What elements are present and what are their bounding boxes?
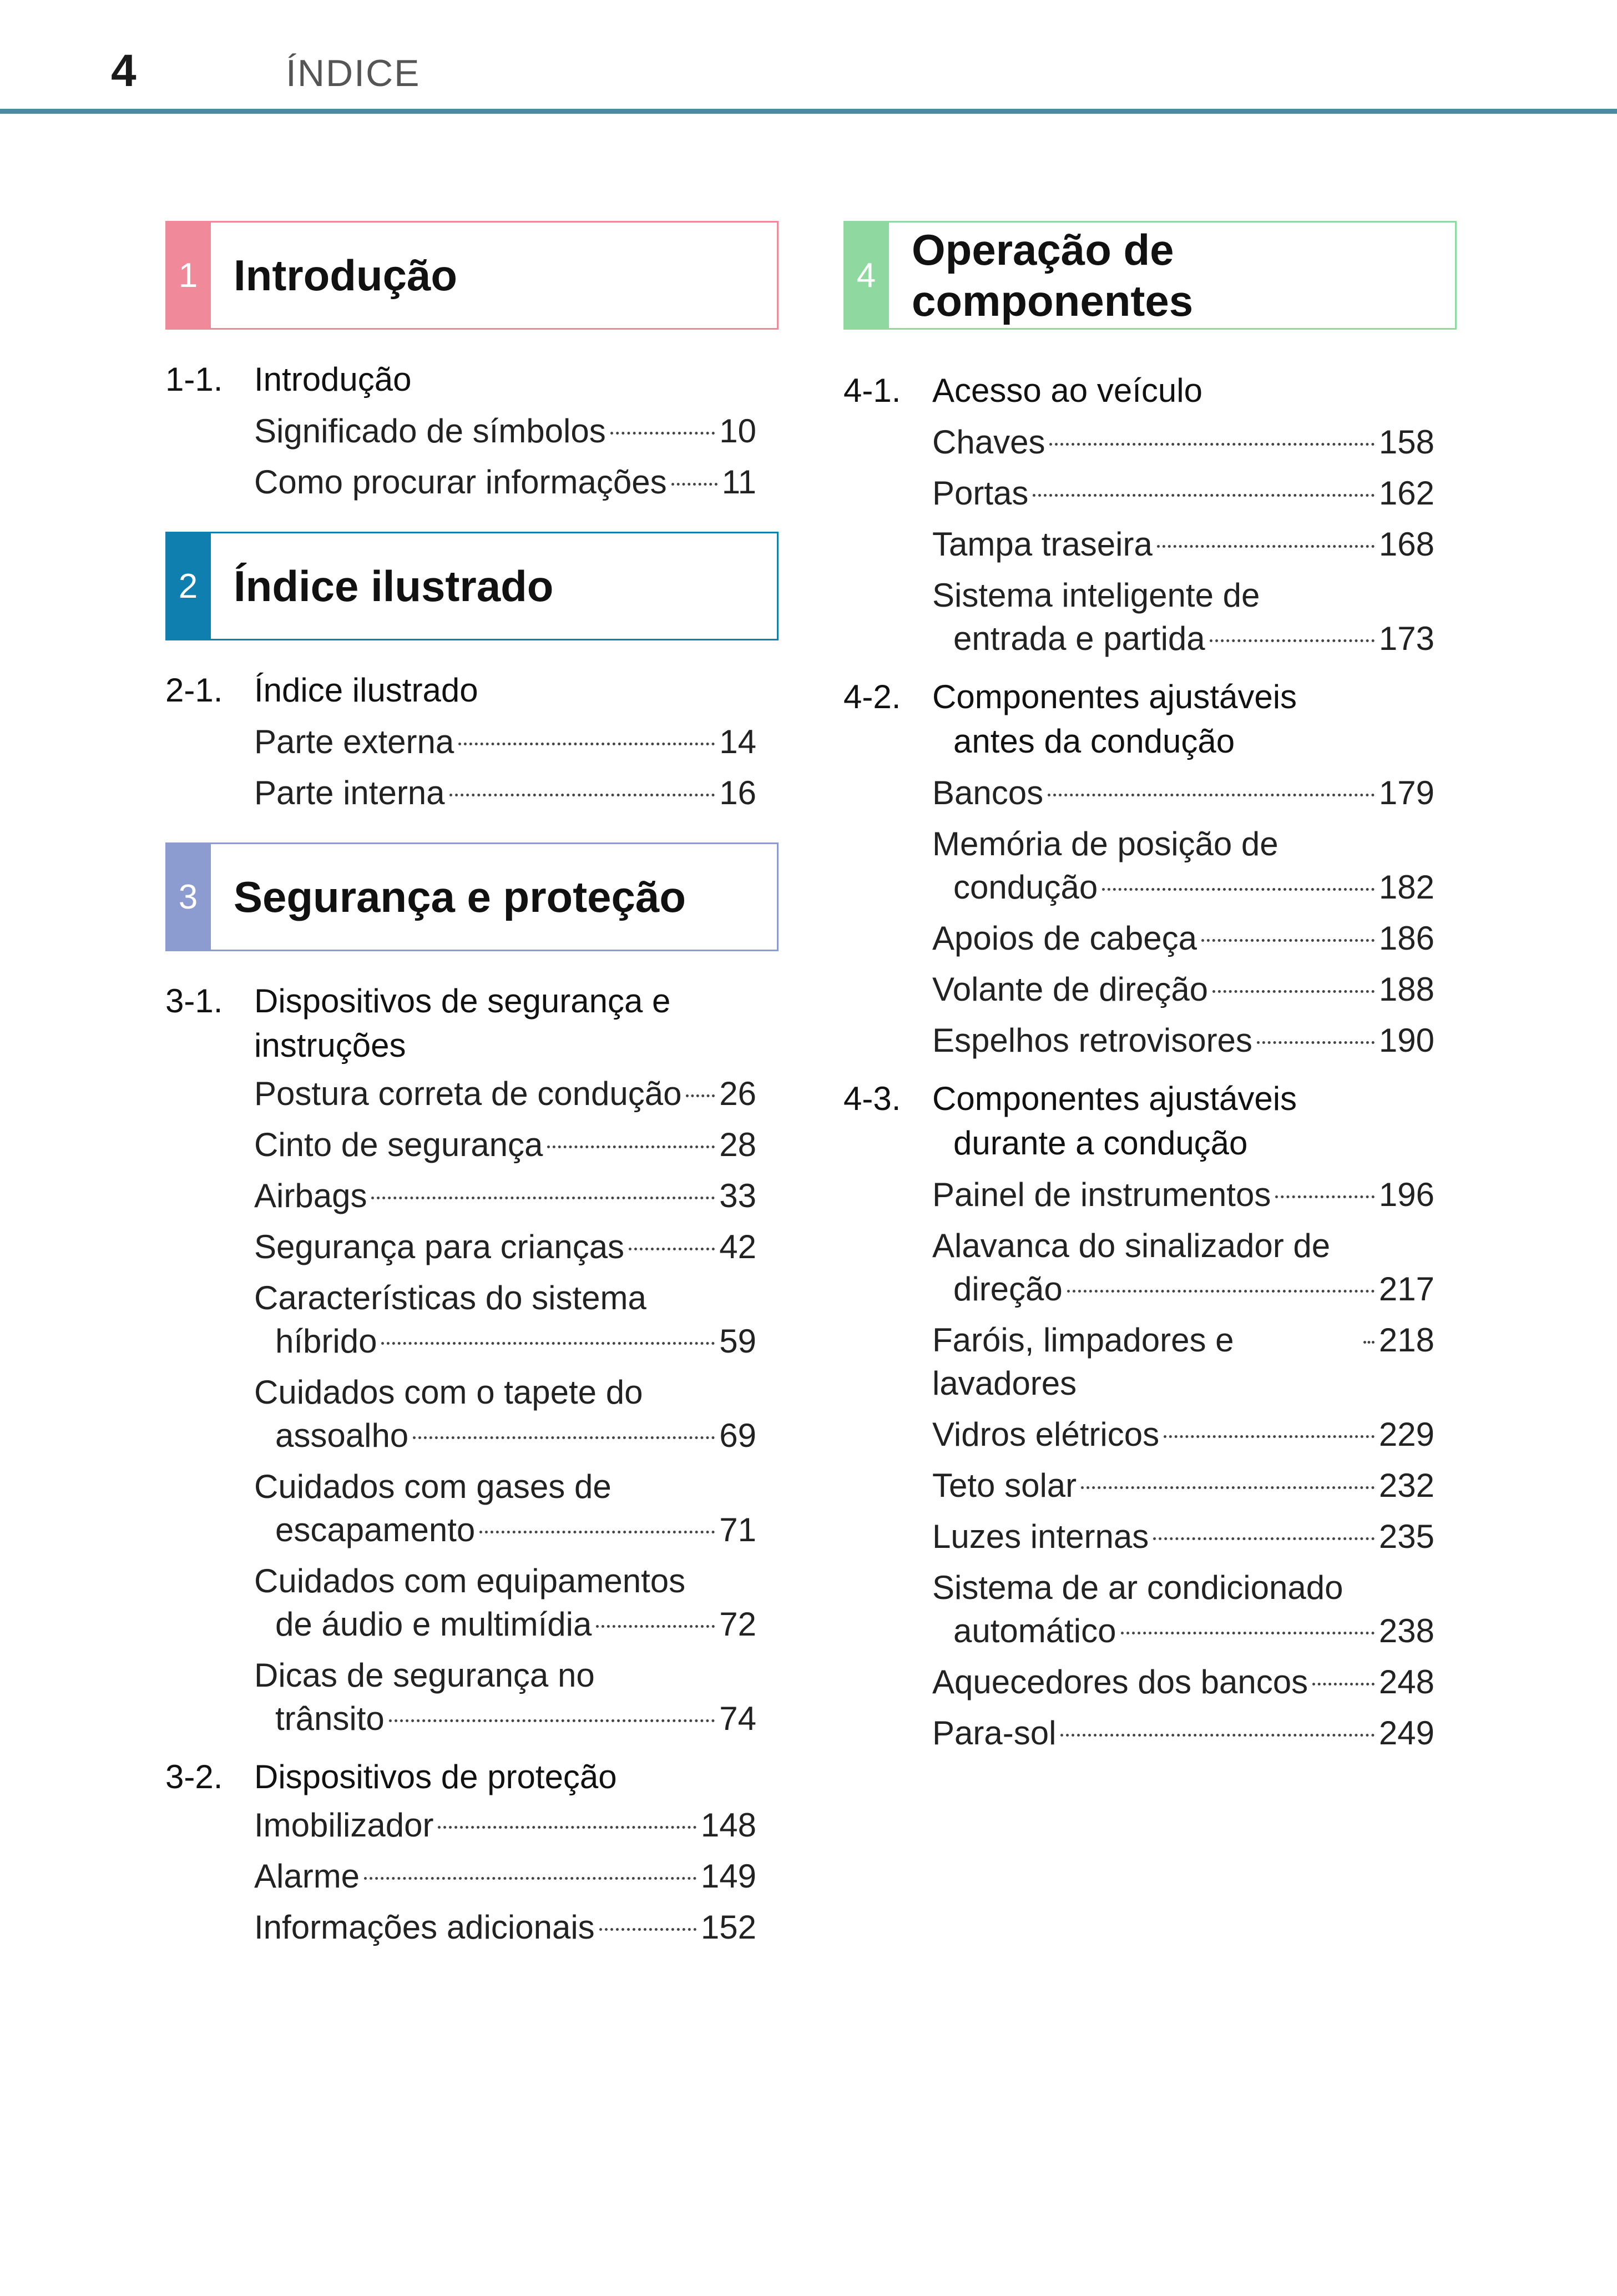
entry-label-cont: automático — [953, 1612, 1116, 1649]
section-number: 3-2. — [165, 1758, 223, 1795]
leader-dots — [389, 1719, 715, 1722]
entry-page: 28 — [719, 1126, 756, 1163]
leader-dots — [1210, 639, 1375, 642]
toc-entry[interactable] — [932, 1712, 1434, 1755]
entry-label: Sistema de ar condicionado — [932, 1569, 1343, 1606]
entry-label: Aquecedores dos bancos — [932, 1663, 1308, 1700]
leader-dots — [610, 432, 715, 435]
entry-label: Parte interna — [254, 774, 445, 811]
entry-page: 229 — [1378, 1416, 1434, 1453]
chapter-3-title: Segurança e proteção — [234, 872, 686, 921]
section-number: 4-2. — [843, 678, 901, 715]
toc-entry[interactable] — [254, 1225, 756, 1269]
entry-label: Imobilizador — [254, 1806, 434, 1844]
leader-dots — [1121, 1632, 1375, 1634]
leader-dots — [629, 1248, 715, 1250]
toc-entry[interactable] — [254, 1855, 756, 1898]
page-header — [0, 0, 1617, 117]
entry-page: 11 — [721, 463, 756, 501]
entry-label-cont: entrada e partida — [953, 620, 1205, 657]
toc-entry[interactable] — [254, 1465, 756, 1552]
entry-label: Características do sistema — [254, 1279, 646, 1316]
entry-label: Cuidados com gases de — [254, 1468, 612, 1505]
toc-entry[interactable] — [254, 1804, 756, 1847]
leader-dots — [1157, 545, 1375, 548]
toc-entry[interactable] — [932, 472, 1434, 515]
section-number: 4-1. — [843, 372, 901, 409]
toc-entry[interactable] — [254, 1560, 756, 1646]
chapter-4-title — [912, 224, 1193, 326]
entry-label: Parte externa — [254, 723, 454, 760]
chapter-1-tab: 1 — [165, 221, 211, 330]
section-title: Introdução — [254, 361, 412, 398]
leader-dots — [1049, 443, 1374, 446]
chapter-4-title-line1: Operação de — [912, 225, 1174, 274]
entry-page: 188 — [1378, 971, 1434, 1008]
toc-entry[interactable] — [932, 1019, 1434, 1062]
entry-label-cont: condução — [953, 869, 1098, 906]
header-rule — [0, 109, 1617, 114]
section-number: 4-3. — [843, 1080, 901, 1117]
section-4-2[interactable] — [843, 675, 1457, 764]
entry-label: Alarme — [254, 1858, 360, 1895]
leader-dots — [413, 1436, 715, 1439]
section-number: 2-1. — [165, 672, 223, 709]
section-title — [932, 1077, 1297, 1165]
toc-entry[interactable] — [932, 421, 1434, 464]
leader-dots — [371, 1197, 715, 1199]
toc-entry[interactable] — [254, 1174, 756, 1218]
leader-dots — [1312, 1683, 1375, 1686]
toc-entry[interactable] — [254, 720, 756, 764]
toc-entry[interactable] — [254, 461, 756, 504]
leader-dots — [1102, 888, 1375, 891]
entry-page: 148 — [700, 1806, 756, 1844]
leader-dots — [1081, 1486, 1375, 1489]
toc-entry[interactable] — [254, 1654, 756, 1740]
entry-page: 217 — [1378, 1270, 1434, 1308]
entry-page: 182 — [1378, 869, 1434, 906]
entry-page: 158 — [1378, 423, 1434, 461]
section-number: 3-1. — [165, 982, 223, 1020]
section-2-1[interactable] — [165, 668, 779, 713]
entry-label: Dicas de segurança no — [254, 1657, 595, 1694]
entry-page: 26 — [719, 1075, 756, 1112]
entry-page: 249 — [1378, 1714, 1434, 1752]
entry-label: Memória de posição de — [932, 825, 1279, 862]
entry-label: Informações adicionais — [254, 1909, 595, 1946]
entry-label: Painel de instrumentos — [932, 1176, 1271, 1213]
section-title-line2: antes da condução — [953, 723, 1235, 760]
entry-label: Como procurar informações — [254, 463, 667, 501]
entry-page: 71 — [719, 1511, 756, 1548]
entry-label: Luzes internas — [932, 1518, 1149, 1555]
chapter-4-box[interactable] — [843, 221, 1457, 330]
leader-dots — [438, 1826, 696, 1829]
leader-dots — [671, 483, 717, 486]
leader-dots — [1257, 1041, 1375, 1044]
section-3-2[interactable] — [165, 1755, 779, 1799]
toc-entry[interactable] — [932, 1566, 1434, 1653]
entry-page: 179 — [1378, 774, 1434, 811]
chapter-2-box[interactable] — [165, 532, 779, 640]
leader-dots — [1363, 1341, 1375, 1344]
entry-label: Segurança para crianças — [254, 1228, 625, 1265]
toc-entry[interactable] — [932, 1173, 1434, 1217]
entry-label: Espelhos retrovisores — [932, 1022, 1252, 1059]
leader-dots — [381, 1342, 715, 1345]
right-column — [843, 221, 1457, 1755]
entry-page: 14 — [719, 723, 756, 760]
page-number: 4 — [111, 46, 137, 96]
entry-page: 42 — [719, 1228, 756, 1265]
chapter-3-tab: 3 — [165, 842, 211, 951]
entry-page: 59 — [719, 1323, 756, 1360]
entry-page: 235 — [1378, 1518, 1434, 1555]
leader-dots — [1033, 494, 1374, 497]
chapter-4-title-line2: componentes — [912, 276, 1194, 325]
section-title-line1: Componentes ajustáveis — [932, 678, 1297, 715]
toc-entry[interactable] — [254, 1276, 756, 1363]
leader-dots — [479, 1531, 715, 1533]
section-title: Acesso ao veículo — [932, 372, 1202, 409]
left-column — [165, 221, 779, 1949]
entry-label: Airbags — [254, 1177, 367, 1214]
entry-label: Teto solar — [932, 1467, 1077, 1504]
leader-dots — [686, 1094, 715, 1097]
entry-page: 74 — [719, 1700, 756, 1737]
entry-label: Para-sol — [932, 1714, 1057, 1752]
leader-dots — [458, 743, 715, 745]
toc-entry[interactable] — [932, 968, 1434, 1011]
toc-entry[interactable] — [932, 1224, 1434, 1311]
chapter-2-tab: 2 — [165, 532, 211, 640]
entry-label: Alavanca do sinalizador de — [932, 1227, 1331, 1264]
entry-page: 173 — [1378, 620, 1434, 657]
toc-entry[interactable] — [932, 917, 1434, 960]
chapter-3-box[interactable] — [165, 842, 779, 951]
leader-dots — [1048, 794, 1375, 796]
entry-page: 168 — [1378, 526, 1434, 563]
entry-label-cont: trânsito — [275, 1700, 385, 1737]
entry-page: 248 — [1378, 1663, 1434, 1700]
leader-dots — [1212, 990, 1375, 993]
toc-entry[interactable] — [932, 574, 1434, 660]
entry-label: Significado de símbolos — [254, 412, 606, 450]
entry-label-cont: assoalho — [275, 1417, 409, 1454]
toc-entry[interactable] — [254, 1072, 756, 1116]
entry-page: 196 — [1378, 1176, 1434, 1213]
section-title — [932, 675, 1297, 764]
toc-entry[interactable] — [932, 1515, 1434, 1558]
leader-dots — [1275, 1195, 1375, 1198]
leader-dots — [599, 1928, 696, 1931]
leader-dots — [364, 1877, 696, 1880]
entry-page: 10 — [719, 412, 756, 450]
entry-page: 232 — [1378, 1467, 1434, 1504]
entry-label: Vidros elétricos — [932, 1416, 1160, 1453]
section-title: Dispositivos de segurança e instruções — [254, 982, 671, 1064]
entry-page: 149 — [700, 1858, 756, 1895]
section-title: Índice ilustrado — [254, 672, 478, 709]
entry-page: 69 — [719, 1417, 756, 1454]
section-title: Dispositivos de proteção — [254, 1758, 617, 1795]
leader-dots — [1067, 1290, 1375, 1293]
entry-label: Chaves — [932, 423, 1045, 461]
toc-entry[interactable] — [254, 1371, 756, 1457]
toc-entry[interactable] — [254, 410, 756, 453]
toc-entry[interactable] — [932, 1319, 1434, 1405]
entry-label: Sistema inteligente de — [932, 577, 1260, 614]
toc-entry[interactable] — [254, 1123, 756, 1167]
chapter-2-title: Índice ilustrado — [234, 562, 554, 610]
entry-label-cont: direção — [953, 1270, 1063, 1308]
section-1-1[interactable] — [165, 357, 779, 402]
section-4-3[interactable] — [843, 1077, 1457, 1165]
entry-page: 16 — [719, 774, 756, 811]
toc-entry[interactable] — [254, 1906, 756, 1949]
section-title-line1: Componentes ajustáveis — [932, 1080, 1297, 1117]
entry-label-cont: de áudio e multimídia — [275, 1606, 592, 1643]
entry-label: Tampa traseira — [932, 526, 1153, 563]
leader-dots — [1201, 939, 1375, 942]
leader-dots — [1153, 1537, 1375, 1540]
toc-entry[interactable] — [254, 771, 756, 815]
leader-dots — [547, 1146, 715, 1148]
entry-page: 218 — [1378, 1321, 1434, 1359]
entry-label: Cuidados com equipamentos — [254, 1562, 686, 1599]
toc-entry[interactable] — [932, 1464, 1434, 1507]
entry-page: 152 — [700, 1909, 756, 1946]
entry-label: Portas — [932, 475, 1029, 512]
entry-label-cont: híbrido — [275, 1323, 377, 1360]
section-title-line2: durante a condução — [953, 1124, 1248, 1162]
entry-label: Volante de direção — [932, 971, 1209, 1008]
section-number: 1-1. — [165, 361, 223, 398]
entry-page: 238 — [1378, 1612, 1434, 1649]
leader-dots — [1164, 1435, 1375, 1438]
entry-page: 186 — [1378, 920, 1434, 957]
toc-entry[interactable] — [932, 822, 1434, 909]
entry-label: Cuidados com o tapete do — [254, 1374, 643, 1411]
toc-entry[interactable] — [932, 1661, 1434, 1704]
leader-dots — [449, 794, 715, 796]
page-title: ÍNDICE — [286, 52, 421, 94]
entry-page: 72 — [719, 1606, 756, 1643]
toc-entry[interactable] — [932, 771, 1434, 815]
chapter-1-box[interactable] — [165, 221, 779, 330]
entry-label: Faróis, limpadores e lavadores — [932, 1321, 1234, 1402]
entry-label-cont: escapamento — [275, 1511, 476, 1548]
entry-page: 33 — [719, 1177, 756, 1214]
entry-label: Bancos — [932, 774, 1044, 811]
entry-page: 162 — [1378, 475, 1434, 512]
toc-entry[interactable] — [932, 523, 1434, 566]
section-4-1[interactable] — [843, 369, 1457, 413]
leader-dots — [1060, 1734, 1374, 1737]
entry-page: 190 — [1378, 1022, 1434, 1059]
entry-label: Cinto de segurança — [254, 1126, 543, 1163]
entry-label: Postura correta de condução — [254, 1075, 682, 1112]
section-3-1[interactable] — [165, 979, 779, 1068]
leader-dots — [596, 1625, 715, 1628]
chapter-4-tab: 4 — [843, 221, 889, 330]
chapter-1-title: Introdução — [234, 251, 457, 300]
entry-label: Apoios de cabeça — [932, 920, 1197, 957]
toc-entry[interactable] — [932, 1413, 1434, 1456]
